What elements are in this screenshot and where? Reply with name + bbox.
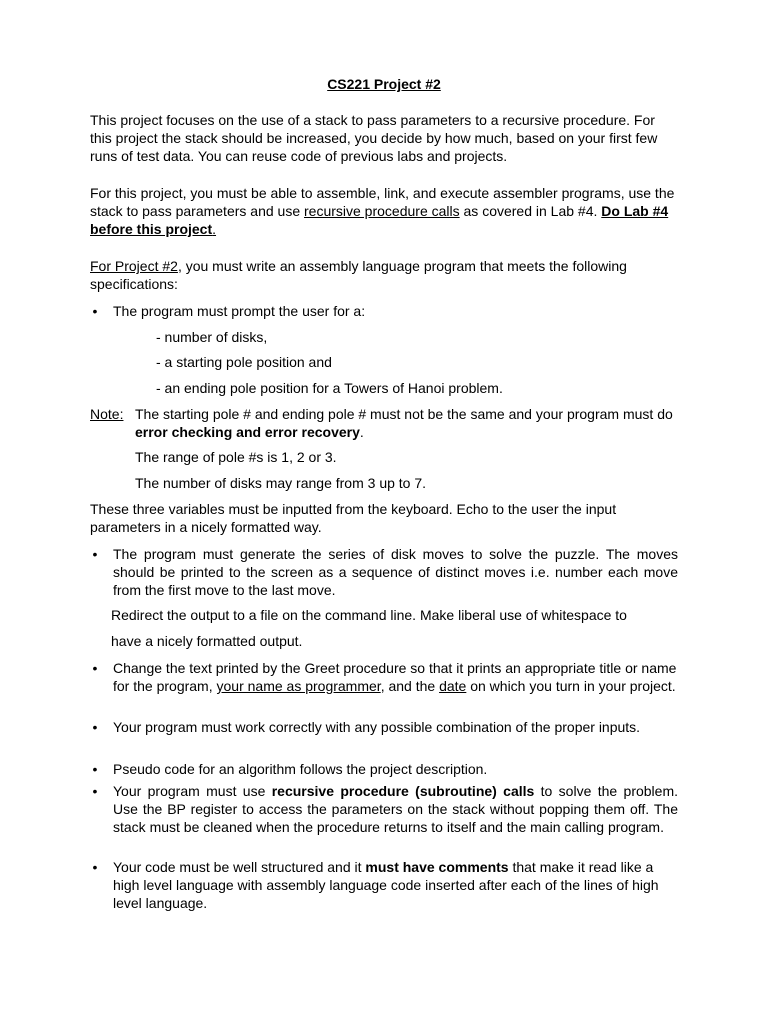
project-label: For Project #2 [90,258,178,274]
bullet-icon: • [92,660,98,676]
bullet-icon: • [92,719,98,735]
recursive-calls-text: recursive procedure calls [304,203,460,219]
spec-intro-paragraph: For Project #2, you must write an assembly language program that meets the following specifications: [90,258,627,292]
sub-item-start-pole: - a starting pole position and [156,354,332,370]
bullet-icon: • [92,546,98,562]
bullet-icon: • [92,859,98,875]
sub-item-end-pole: - an ending pole position for a Towers of Hanoi problem. [156,380,503,396]
note-label: Note: [90,406,124,422]
requirements-paragraph: For this project, you must be able to assemble, link, and execute assembler programs, use the stack to pass parameters and use recursive procedure calls as covered in Lab #4. Do Lab #4 before this project. [90,185,675,237]
redirect-line-1: Redirect the output to a file on the command line. Make liberal use of whitespace to [111,607,627,623]
note-text: The starting pole # and ending pole # must not be the same and your program must do error checking and error recovery. [135,406,673,440]
bullet-icon: • [92,761,98,777]
bullet-icon: • [92,783,98,799]
sub-item-disks: - number of disks, [156,329,268,345]
lab-instruction: Do Lab #4 before this project [90,203,669,237]
bullet-icon: • [92,303,98,319]
note-range: The range of pole #s is 1, 2 or 3. [135,449,337,465]
document-title: CS221 Project #2 [327,76,441,92]
note-disks: The number of disks may range from 3 up to 7. [135,475,427,491]
intro-paragraph: This project focuses on the use of a stack to pass parameters to a recursive procedure. For this project the stack should be increased, you decide by how much, based on your first few runs of test data. You can reuse code of previous labs and projects. [90,112,658,164]
redirect-line-2: have a nicely formatted output. [111,633,303,649]
input-paragraph: These three variables must be inputted from the keyboard. Echo to the user the input parameters in a nicely formatted way. [90,501,617,535]
